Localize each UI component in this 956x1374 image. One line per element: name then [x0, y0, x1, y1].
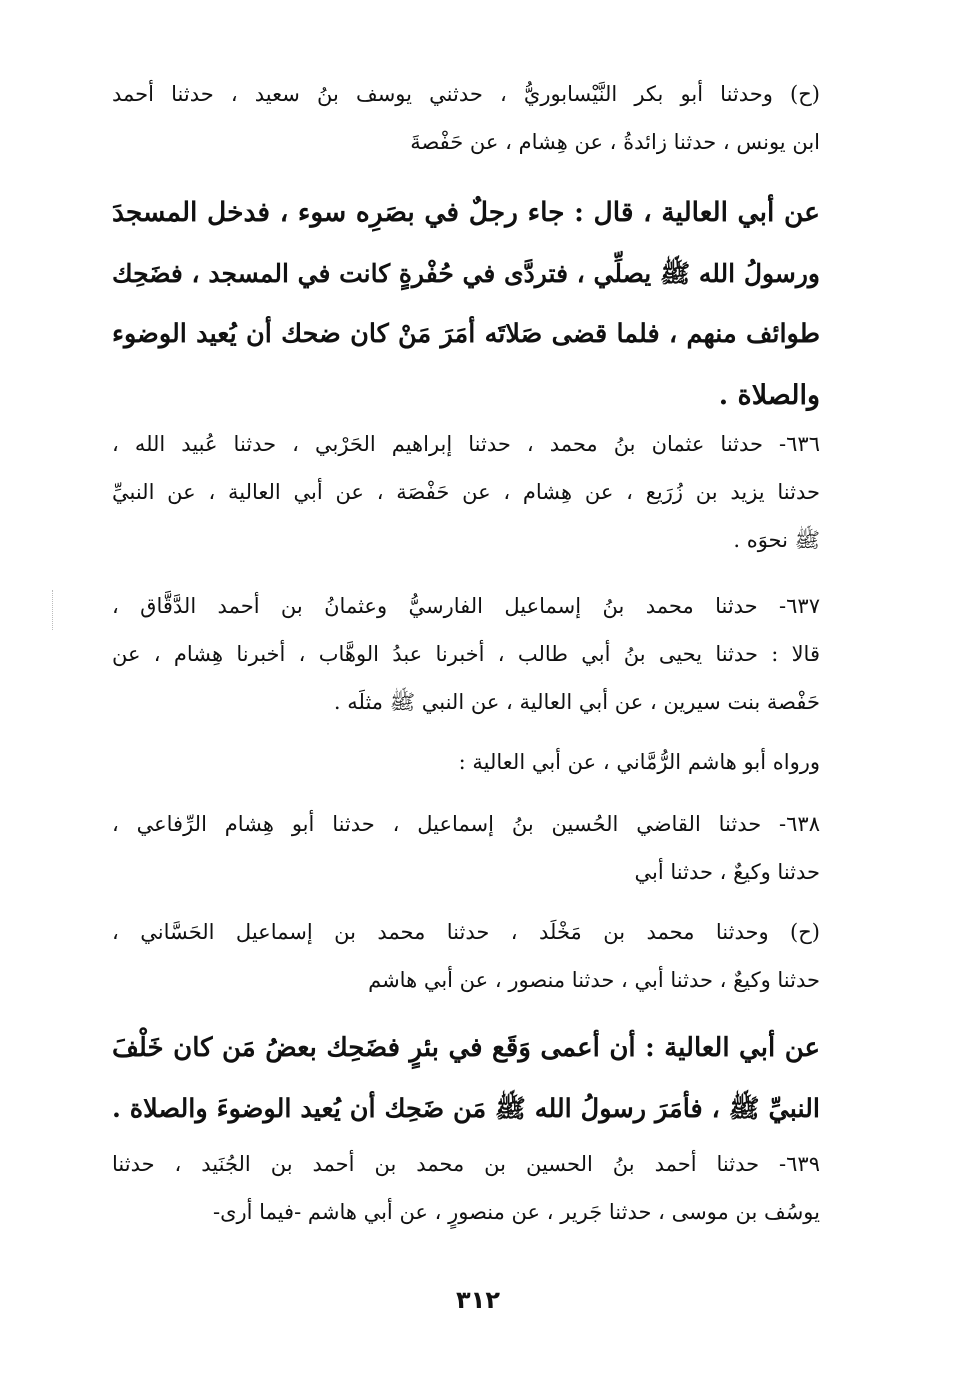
text-line: النبيِّ ﷺ ، فأمَرَ رسولُ الله ﷺ مَن ضَحِك أن يُعيد الوضوءَ والصلاة .	[112, 1094, 820, 1124]
text-line: ﷺ نحوَه .	[733, 528, 820, 552]
text-line: ٦٣٦- حدثنا عثمان بنُ محمد ، حدثنا إبراهيم الحَرْبي ، حدثنا عُبيد الله ،	[112, 432, 820, 456]
narration-note	[112, 738, 820, 786]
text-line: قالا : حدثنا يحيى بنُ أبي طالب ، أخبرنا عبدُ الوهَّاب ، أخبرنا هِشام ، عن	[112, 642, 820, 666]
margin-scan-mark	[52, 590, 57, 630]
text-line: ٦٣٨- حدثنا القاضي الحُسين بنُ إسماعيل ، حدثنا أبو هِشام الرِّفاعي ،	[112, 812, 820, 836]
text-line: حدثنا يزيد بن زُرَيع ، عن هِشام ، عن حَفْصَة ، عن أبي العالية ، عن النبيِّ	[112, 480, 820, 504]
text-line: ابن يونس ، حدثنا زائدةُ ، عن هِشام ، عن حَفْصةَ	[410, 130, 820, 154]
text-line: حَفْصة بنت سيرين ، عن أبي العالية ، عن النبي ﷺ مثلَه .	[333, 690, 820, 714]
isnad-block-1	[112, 70, 820, 166]
text-line: طوائف منهم ، فلما قضى صَلاتَه أمَرَ مَنْ كان ضحك أن يُعيد الوضوء	[112, 319, 820, 349]
page-number: ٣١٢	[456, 1286, 500, 1314]
text-line: (ح) وحدثنا محمد بن مَخْلَد ، حدثنا محمد بن إسماعيل الحَسَّاني ،	[112, 920, 820, 944]
text-line: عن أبي العالية ، قال : جاء رجلٌ في بصَرِه سوء ، فدخل المسجدَ	[112, 197, 820, 228]
text-line: حدثنا وكيعٌ ، حدثنا أبي ، حدثنا منصور ، عن أبي هاشم	[368, 968, 820, 992]
text-line: ورسولُ الله ﷺ يصلِّي ، فتردَّى في حُفْرةٍ كانت في المسجد ، فضَحِك	[112, 259, 820, 288]
hadith-638	[112, 800, 820, 896]
text-line: (ح) وحدثنا أبو بكر النَّيْسابوريُّ ، حدثني يوسف بنُ سعيد ، حدثنا أحمد	[112, 82, 820, 106]
text-line: والصلاة .	[718, 380, 820, 411]
text-line: ورواه أبو هاشم الرُّمَّاني ، عن أبي العالية :	[458, 750, 820, 774]
matn-block-2	[112, 1018, 820, 1140]
hadith-639	[112, 1140, 820, 1236]
hadith-636	[112, 420, 820, 564]
text-line: ٦٣٧- حدثنا محمد بنُ إسماعيل الفارسيُّ وعثمانُ بن أحمد الدَّقَّاق ،	[112, 594, 820, 618]
text-line: حدثنا وكيعٌ ، حدثنا أبي	[634, 860, 820, 884]
text-line: عن أبي العالية : أن أعمى وَقَع في بئرٍ فضَحِك بعضُ مَن كان خَلْفَ	[112, 1033, 820, 1063]
text-line: ٦٣٩- حدثنا أحمد بنُ الحسين بن محمد بن أحمد بن الجُنَيد ، حدثنا	[112, 1152, 820, 1176]
matn-block-1	[112, 182, 820, 426]
isnad-block-2	[112, 908, 820, 1004]
hadith-637	[112, 582, 820, 726]
text-line: يوسُف بن موسى ، حدثنا جَرير ، عن منصورٍ ، عن أبي هاشم -فيما أرى-	[213, 1200, 820, 1224]
